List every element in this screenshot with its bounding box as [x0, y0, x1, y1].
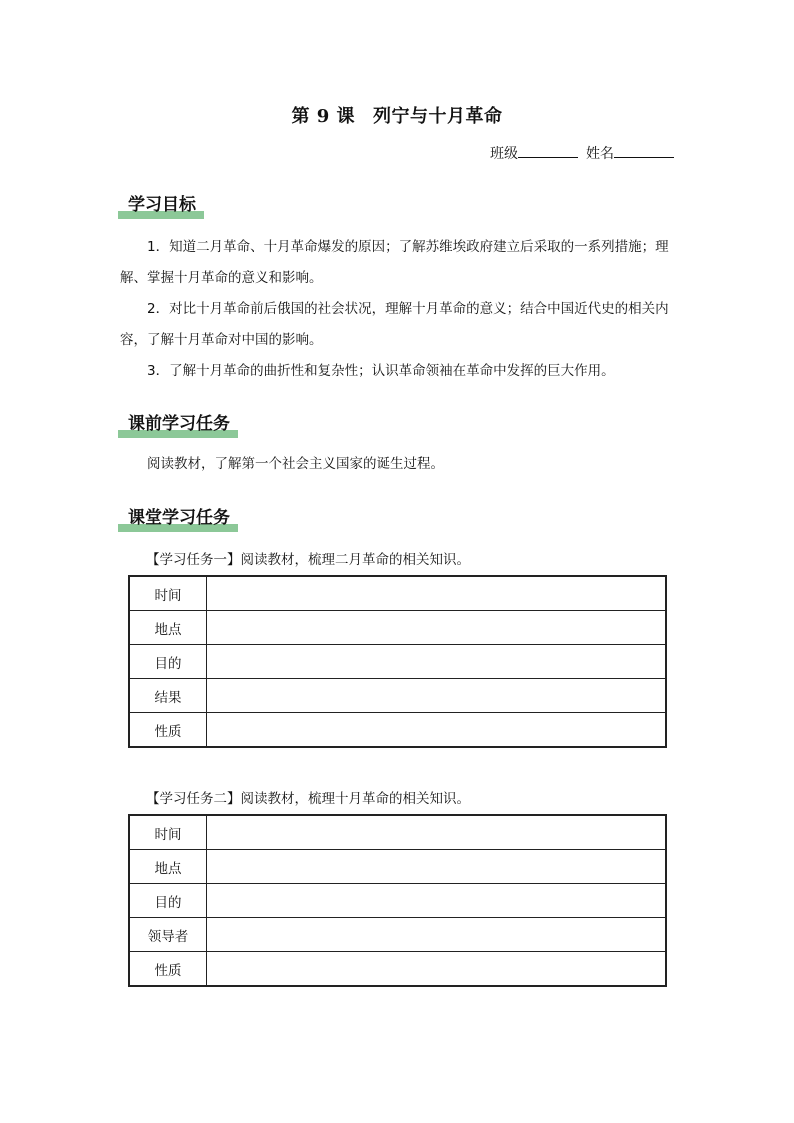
student-info — [490, 143, 674, 164]
table-row — [129, 952, 666, 987]
table-row — [129, 850, 666, 884]
name-blank[interactable] — [614, 143, 674, 158]
row-label: 地点 — [129, 850, 207, 884]
row-label: 性质 — [129, 952, 207, 987]
name-label: 姓名 — [586, 146, 614, 162]
answer-cell[interactable] — [207, 713, 667, 748]
task1-label: 【学习任务一】阅读教材，梳理二月革命的相关知识。 — [146, 552, 470, 568]
row-label: 目的 — [129, 884, 207, 918]
answer-cell[interactable] — [207, 611, 667, 645]
class-label: 班级 — [490, 146, 518, 162]
answer-cell[interactable] — [207, 884, 667, 918]
objective-item: 2．对比十月革命前后俄国的社会状况，理解十月革命的意义；结合中国近代史的相关内容，了解十月革命对中国的影响。 — [120, 301, 669, 348]
row-label: 时间 — [129, 576, 207, 611]
lesson-name: 列宁与十月革命 — [373, 106, 503, 127]
answer-cell[interactable] — [207, 918, 667, 952]
in-class-heading: 课堂学习任务 — [118, 506, 238, 532]
page-title — [0, 104, 794, 130]
answer-cell[interactable] — [207, 850, 667, 884]
pre-class-heading: 课前学习任务 — [118, 412, 238, 438]
table-row — [129, 884, 666, 918]
answer-cell[interactable] — [207, 645, 667, 679]
objective-item: 1．知道二月革命、十月革命爆发的原因；了解苏维埃政府建立后采取的一系列措施；理解、掌握十月革命的意义和影响。 — [120, 239, 669, 286]
answer-cell[interactable] — [207, 679, 667, 713]
lesson-number: 第 9 课 — [291, 106, 356, 127]
class-blank[interactable] — [518, 143, 578, 158]
row-label: 目的 — [129, 645, 207, 679]
pre-class-text: 阅读教材，了解第一个社会主义国家的诞生过程。 — [147, 456, 444, 472]
task2-table — [128, 814, 667, 987]
task2-label: 【学习任务二】阅读教材，梳理十月革命的相关知识。 — [146, 791, 470, 807]
task1-table — [128, 575, 667, 748]
answer-cell[interactable] — [207, 952, 667, 987]
row-label: 地点 — [129, 611, 207, 645]
table-row — [129, 645, 666, 679]
row-label: 时间 — [129, 815, 207, 850]
table-row — [129, 815, 666, 850]
row-label: 性质 — [129, 713, 207, 748]
table-row — [129, 918, 666, 952]
answer-cell[interactable] — [207, 815, 667, 850]
row-label: 领导者 — [129, 918, 207, 952]
objective-item: 3．了解十月革命的曲折性和复杂性；认识革命领袖在革命中发挥的巨大作用。 — [147, 363, 615, 379]
table-row — [129, 611, 666, 645]
row-label: 结果 — [129, 679, 207, 713]
objectives-heading: 学习目标 — [118, 193, 204, 219]
table-row — [129, 713, 666, 748]
table-row — [129, 679, 666, 713]
answer-cell[interactable] — [207, 576, 667, 611]
table-row — [129, 576, 666, 611]
